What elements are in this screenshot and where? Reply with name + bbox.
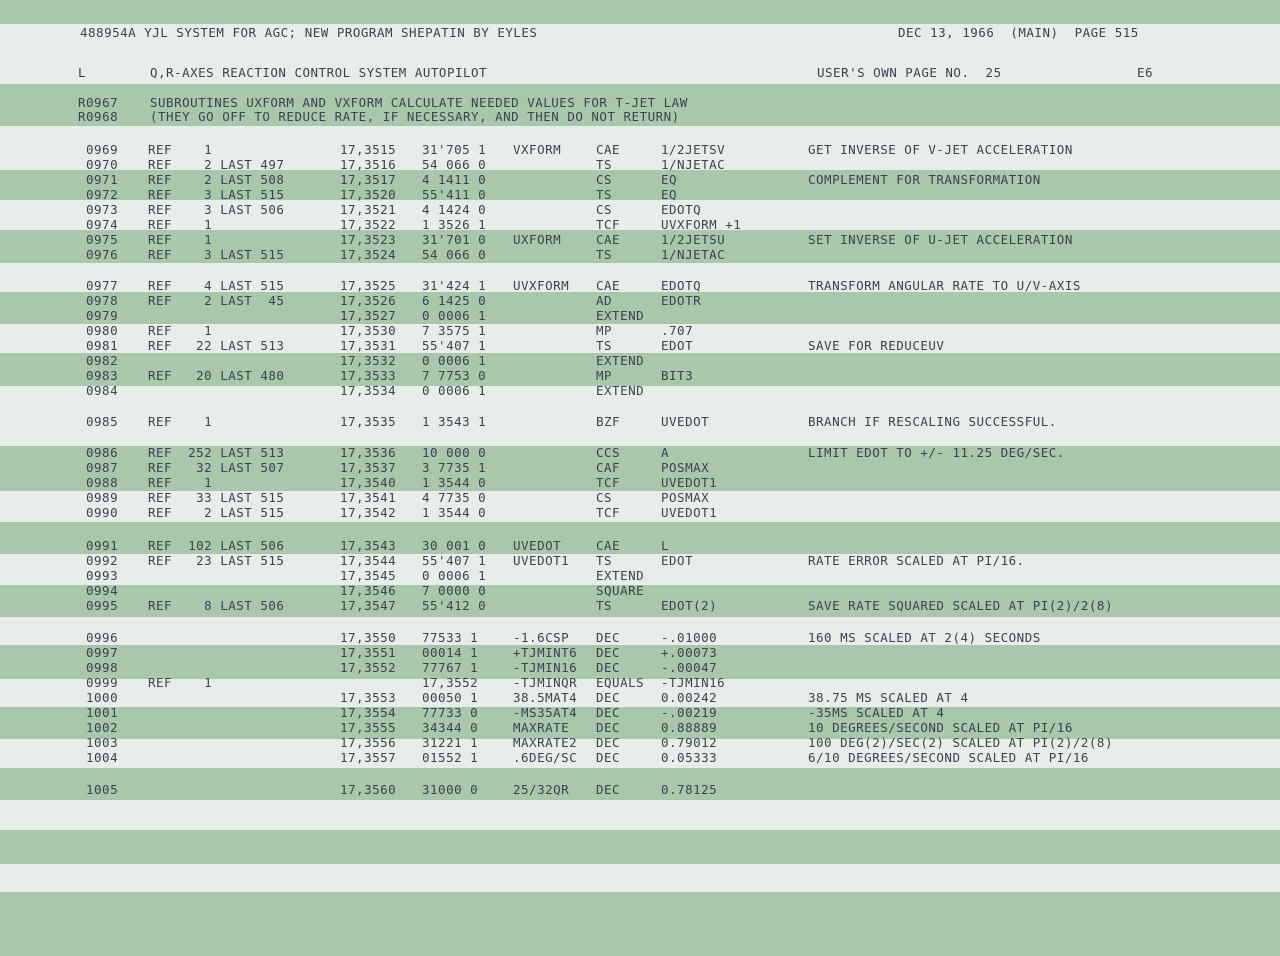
- line-op: AD: [596, 293, 613, 308]
- listing-header-right: DEC 13, 1966 (MAIN) PAGE 515: [898, 25, 1139, 40]
- line-ref: REF 3 LAST 515: [148, 187, 285, 202]
- line-word: 7 7753 0: [422, 368, 487, 383]
- green-band: [0, 892, 1280, 956]
- line-word: 4 1424 0: [422, 202, 487, 217]
- line-operand: +.00073: [661, 645, 718, 660]
- line-label: -1.6CSP: [513, 630, 570, 645]
- line-operand: POSMAX: [661, 460, 710, 475]
- line-ref: REF 2 LAST 45: [148, 293, 285, 308]
- line-comment: -35MS SCALED AT 4: [808, 705, 945, 720]
- line-ref: REF 1: [148, 323, 213, 338]
- line-word: 1 3544 0: [422, 505, 487, 520]
- line-operand: UVEDOT1: [661, 475, 718, 490]
- subheader-title: Q,R-AXES REACTION CONTROL SYSTEM AUTOPILOT: [150, 65, 488, 80]
- line-op: EXTEND: [596, 383, 645, 398]
- line-num: 0999: [86, 675, 119, 690]
- line-word: 6 1425 0: [422, 293, 487, 308]
- line-operand: 1/NJETAC: [661, 157, 726, 172]
- line-num: 0992: [86, 553, 119, 568]
- line-operand: -.00219: [661, 705, 718, 720]
- line-num: 0973: [86, 202, 119, 217]
- line-num: 0971: [86, 172, 119, 187]
- line-op: DEC: [596, 750, 621, 765]
- line-num: 0988: [86, 475, 119, 490]
- line-addr: 17,3550: [340, 630, 397, 645]
- line-comment: 6/10 DEGREES/SECOND SCALED AT PI/16: [808, 750, 1089, 765]
- line-label: UVXFORM: [513, 278, 570, 293]
- line-addr: 17,3554: [340, 705, 397, 720]
- line-op: CAE: [596, 142, 621, 157]
- line-comment: RATE ERROR SCALED AT PI/16.: [808, 553, 1025, 568]
- line-num: 0998: [86, 660, 119, 675]
- line-addr: 17,3543: [340, 538, 397, 553]
- line-num: 0978: [86, 293, 119, 308]
- line-word: 31'424 1: [422, 278, 487, 293]
- line-num: 1003: [86, 735, 119, 750]
- line-ref: REF 1: [148, 675, 213, 690]
- line-label: UXFORM: [513, 232, 562, 247]
- line-op: BZF: [596, 414, 621, 429]
- line-ref: REF 1: [148, 232, 213, 247]
- line-operand: 0.05333: [661, 750, 718, 765]
- line-operand: UVXFORM +1: [661, 217, 742, 232]
- line-operand: A: [661, 445, 670, 460]
- line-comment: SAVE FOR REDUCEUV: [808, 338, 945, 353]
- line-num: 0982: [86, 353, 119, 368]
- line-word: 4 1411 0: [422, 172, 487, 187]
- line-word: 1 3543 1: [422, 414, 487, 429]
- line-num: 0983: [86, 368, 119, 383]
- green-band: [0, 0, 1280, 24]
- line-word: 3 7735 1: [422, 460, 487, 475]
- line-num: 0976: [86, 247, 119, 262]
- line-addr: 17,3534: [340, 383, 397, 398]
- green-band: [0, 645, 1280, 679]
- line-addr: 17,3516: [340, 157, 397, 172]
- line-num: 0991: [86, 538, 119, 553]
- line-operand: 1/NJETAC: [661, 247, 726, 262]
- line-operand: UVEDOT1: [661, 505, 718, 520]
- line-label: UVEDOT: [513, 538, 562, 553]
- line-num: 0990: [86, 505, 119, 520]
- line-num: 0979: [86, 308, 119, 323]
- line-operand: -TJMIN16: [661, 675, 726, 690]
- line-operand: EDOTQ: [661, 278, 702, 293]
- line-operand: L: [661, 538, 670, 553]
- line-op: CS: [596, 172, 613, 187]
- line-word: 1 3544 0: [422, 475, 487, 490]
- line-addr: 17,3521: [340, 202, 397, 217]
- line-label: 38.5MAT4: [513, 690, 578, 705]
- line-num: 1000: [86, 690, 119, 705]
- line-num: 0997: [86, 645, 119, 660]
- line-comment: SAVE RATE SQUARED SCALED AT PI(2)/2(8): [808, 598, 1113, 613]
- line-operand: BIT3: [661, 368, 694, 383]
- line-addr: 17,3542: [340, 505, 397, 520]
- line-comment: 160 MS SCALED AT 2(4) SECONDS: [808, 630, 1041, 645]
- line-label: 25/32QR: [513, 782, 570, 797]
- line-addr: 17,3530: [340, 323, 397, 338]
- line-op: DEC: [596, 645, 621, 660]
- line-addr: 17,3560: [340, 782, 397, 797]
- line-word: 0 0006 1: [422, 308, 487, 323]
- line-word: 55'407 1: [422, 338, 487, 353]
- line-addr: 17,3535: [340, 414, 397, 429]
- line-num: 0994: [86, 583, 119, 598]
- line-word: 77733 0: [422, 705, 479, 720]
- line-addr: 17,3523: [340, 232, 397, 247]
- line-addr: 17,3524: [340, 247, 397, 262]
- line-word: 31'705 1: [422, 142, 487, 157]
- line-comment: SET INVERSE OF U-JET ACCELERATION: [808, 232, 1073, 247]
- line-word: 31'701 0: [422, 232, 487, 247]
- line-ref: REF 22 LAST 513: [148, 338, 285, 353]
- line-word: 1 3526 1: [422, 217, 487, 232]
- line-num: 1001: [86, 705, 119, 720]
- line-op: TS: [596, 247, 613, 262]
- line-operand: EDOTR: [661, 293, 702, 308]
- line-ref: REF 2 LAST 515: [148, 505, 285, 520]
- line-addr: 17,3552: [340, 660, 397, 675]
- line-addr: 17,3525: [340, 278, 397, 293]
- line-op: CCS: [596, 445, 621, 460]
- line-label: +TJMINT6: [513, 645, 578, 660]
- line-word: 55'412 0: [422, 598, 487, 613]
- line-operand: EDOT: [661, 338, 694, 353]
- remark-text: (THEY GO OFF TO REDUCE RATE, IF NECESSARY, AND THEN DO NOT RETURN): [150, 109, 680, 124]
- line-ref: REF 23 LAST 515: [148, 553, 285, 568]
- line-num: 0975: [86, 232, 119, 247]
- line-addr: 17,3533: [340, 368, 397, 383]
- line-addr: 17,3536: [340, 445, 397, 460]
- line-op: CAF: [596, 460, 621, 475]
- line-word: 4 7735 0: [422, 490, 487, 505]
- line-word: 77767 1: [422, 660, 479, 675]
- line-word: 30 001 0: [422, 538, 487, 553]
- line-addr: 17,3532: [340, 353, 397, 368]
- line-word: 7 0000 0: [422, 583, 487, 598]
- line-ref: REF 252 LAST 513: [148, 445, 285, 460]
- line-operand: 0.00242: [661, 690, 718, 705]
- line-label: -TJMINQR: [513, 675, 578, 690]
- line-label: UVEDOT1: [513, 553, 570, 568]
- line-ref: REF 1: [148, 217, 213, 232]
- line-comment: COMPLEMENT FOR TRANSFORMATION: [808, 172, 1041, 187]
- line-num: 1002: [86, 720, 119, 735]
- line-operand: -.00047: [661, 660, 718, 675]
- line-word: 55'407 1: [422, 553, 487, 568]
- line-addr: 17,3544: [340, 553, 397, 568]
- line-operand: 1/2JETSV: [661, 142, 726, 157]
- line-addr: 17,3546: [340, 583, 397, 598]
- line-word: 0 0006 1: [422, 568, 487, 583]
- remark-number: R0968: [78, 109, 119, 124]
- green-band: [0, 830, 1280, 864]
- line-operand: EDOT(2): [661, 598, 718, 613]
- line-op: TS: [596, 187, 613, 202]
- line-ref: REF 2 LAST 508: [148, 172, 285, 187]
- line-addr: 17,3537: [340, 460, 397, 475]
- line-num: 0977: [86, 278, 119, 293]
- line-addr: 17,3547: [340, 598, 397, 613]
- line-addr: 17,3540: [340, 475, 397, 490]
- line-ref: REF 33 LAST 515: [148, 490, 285, 505]
- remark-number: R0967: [78, 95, 119, 110]
- line-label: .6DEG/SC: [513, 750, 578, 765]
- line-comment: LIMIT EDOT TO +/- 11.25 DEG/SEC.: [808, 445, 1065, 460]
- line-comment: TRANSFORM ANGULAR RATE TO U/V-AXIS: [808, 278, 1081, 293]
- line-word: 77533 1: [422, 630, 479, 645]
- subheader-page-no: USER'S OWN PAGE NO. 25: [817, 65, 1002, 80]
- subheader-marker: L: [78, 65, 87, 80]
- line-ref: REF 102 LAST 506: [148, 538, 285, 553]
- line-op: CAE: [596, 232, 621, 247]
- line-addr: 17,3520: [340, 187, 397, 202]
- line-operand: EQ: [661, 172, 678, 187]
- line-num: 0986: [86, 445, 119, 460]
- line-op: EXTEND: [596, 568, 645, 583]
- line-addr: 17,3517: [340, 172, 397, 187]
- line-operand: -.01000: [661, 630, 718, 645]
- line-operand: POSMAX: [661, 490, 710, 505]
- line-num: 0996: [86, 630, 119, 645]
- line-ref: REF 32 LAST 507: [148, 460, 285, 475]
- line-addr: 17,3541: [340, 490, 397, 505]
- line-operand: EDOT: [661, 553, 694, 568]
- line-addr: 17,3522: [340, 217, 397, 232]
- line-ref: REF 1: [148, 142, 213, 157]
- line-num: 1005: [86, 782, 119, 797]
- line-word: 00050 1: [422, 690, 479, 705]
- line-num: 0984: [86, 383, 119, 398]
- line-num: 0985: [86, 414, 119, 429]
- line-label: MAXRATE2: [513, 735, 578, 750]
- line-op: DEC: [596, 660, 621, 675]
- line-op: DEC: [596, 735, 621, 750]
- line-comment: 38.75 MS SCALED AT 4: [808, 690, 969, 705]
- line-ref: REF 8 LAST 506: [148, 598, 285, 613]
- line-operand: UVEDOT: [661, 414, 710, 429]
- line-ref: REF 4 LAST 515: [148, 278, 285, 293]
- line-addr: 17,3556: [340, 735, 397, 750]
- line-op: EXTEND: [596, 308, 645, 323]
- line-ref: REF 20 LAST 480: [148, 368, 285, 383]
- line-comment: 10 DEGREES/SECOND SCALED AT PI/16: [808, 720, 1073, 735]
- line-operand: .707: [661, 323, 694, 338]
- line-operand: 0.79012: [661, 735, 718, 750]
- line-addr: 17,3526: [340, 293, 397, 308]
- line-op: EXTEND: [596, 353, 645, 368]
- line-label: VXFORM: [513, 142, 562, 157]
- line-num: 0970: [86, 157, 119, 172]
- line-num: 0969: [86, 142, 119, 157]
- line-addr: 17,3515: [340, 142, 397, 157]
- line-addr: 17,3557: [340, 750, 397, 765]
- line-addr: 17,3527: [340, 308, 397, 323]
- line-num: 0972: [86, 187, 119, 202]
- line-num: 0989: [86, 490, 119, 505]
- line-op: MP: [596, 323, 613, 338]
- line-addr: 17,3531: [340, 338, 397, 353]
- line-ref: REF 3 LAST 515: [148, 247, 285, 262]
- line-operand: EDOTQ: [661, 202, 702, 217]
- remark-text: SUBROUTINES UXFORM AND VXFORM CALCULATE NEEDED VALUES FOR T-JET LAW: [150, 95, 688, 110]
- line-num: 0993: [86, 568, 119, 583]
- line-ref: REF 2 LAST 497: [148, 157, 285, 172]
- line-word: 10 000 0: [422, 445, 487, 460]
- line-op: CS: [596, 202, 613, 217]
- subheader-code: E6: [1137, 65, 1154, 80]
- line-op: DEC: [596, 690, 621, 705]
- line-op: MP: [596, 368, 613, 383]
- listing-header-left: 488954A YJL SYSTEM FOR AGC; NEW PROGRAM SHEPATIN BY EYLES: [80, 25, 538, 40]
- line-word: 54 066 0: [422, 247, 487, 262]
- line-operand: 0.88889: [661, 720, 718, 735]
- line-addr: 17,3551: [340, 645, 397, 660]
- line-num: 0987: [86, 460, 119, 475]
- line-op: EQUALS: [596, 675, 645, 690]
- line-ref: REF 1: [148, 414, 213, 429]
- line-op: TS: [596, 338, 613, 353]
- line-comment: BRANCH IF RESCALING SUCCESSFUL.: [808, 414, 1057, 429]
- line-op: DEC: [596, 705, 621, 720]
- line-num: 0974: [86, 217, 119, 232]
- line-label: MAXRATE: [513, 720, 570, 735]
- line-num: 0981: [86, 338, 119, 353]
- line-op: CAE: [596, 278, 621, 293]
- line-word: 31221 1: [422, 735, 479, 750]
- green-band: [0, 768, 1280, 800]
- line-addr: 17,3545: [340, 568, 397, 583]
- line-operand: 1/2JETSU: [661, 232, 726, 247]
- line-num: 1004: [86, 750, 119, 765]
- line-word: 55'411 0: [422, 187, 487, 202]
- line-addr: 17,3553: [340, 690, 397, 705]
- line-op: TS: [596, 553, 613, 568]
- line-word: 7 3575 1: [422, 323, 487, 338]
- line-op: TCF: [596, 475, 621, 490]
- line-word: 0 0006 1: [422, 353, 487, 368]
- line-op: CS: [596, 490, 613, 505]
- line-op: DEC: [596, 720, 621, 735]
- line-op: TS: [596, 598, 613, 613]
- line-comment: GET INVERSE OF V-JET ACCELERATION: [808, 142, 1073, 157]
- line-word: 54 066 0: [422, 157, 487, 172]
- line-word: 01552 1: [422, 750, 479, 765]
- line-op: TS: [596, 157, 613, 172]
- line-word: 34344 0: [422, 720, 479, 735]
- line-label: -MS35AT4: [513, 705, 578, 720]
- line-word: 00014 1: [422, 645, 479, 660]
- line-num: 0980: [86, 323, 119, 338]
- line-comment: 100 DEG(2)/SEC(2) SCALED AT PI(2)/2(8): [808, 735, 1113, 750]
- line-operand: 0.78125: [661, 782, 718, 797]
- line-label: -TJMIN16: [513, 660, 578, 675]
- line-op: TCF: [596, 505, 621, 520]
- line-num: 0995: [86, 598, 119, 613]
- line-addr: 17,3555: [340, 720, 397, 735]
- line-op: CAE: [596, 538, 621, 553]
- line-op: DEC: [596, 630, 621, 645]
- line-operand: EQ: [661, 187, 678, 202]
- line-ref: REF 1: [148, 475, 213, 490]
- line-word: 31000 0: [422, 782, 479, 797]
- line-word: 17,3552: [422, 675, 479, 690]
- line-op: TCF: [596, 217, 621, 232]
- line-op: DEC: [596, 782, 621, 797]
- line-ref: REF 3 LAST 506: [148, 202, 285, 217]
- line-word: 0 0006 1: [422, 383, 487, 398]
- line-op: SQUARE: [596, 583, 645, 598]
